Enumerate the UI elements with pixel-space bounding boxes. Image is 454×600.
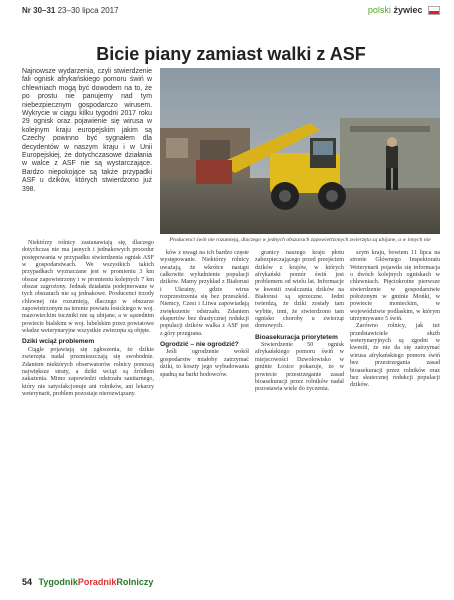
section-brand <box>368 5 440 15</box>
issue-number: Nr 30–31 <box>22 6 56 15</box>
section-name-part1: polski <box>367 5 391 15</box>
paragraph: Niektórzy rolnicy zastanawiają się, dlaczego dotychczas nie ma jasnych i jednakowych procedur postępowania w przypadku stwierdzenia ognisk ASF w gospodarstwach. We wszystkich takich przypadkach wyznaczane jest w promieniu 3 km obszar zapowietrzony i w promieniu kolejnych 7 km obszar zagrożony. Jednak działania podejmowane w tych obszarach nie są jednakowe. Producenci trzody chlewnej nie rozumieją, dlaczego w obszarze zapowietrzonym na terenie powiatu łosickiego w woj. mazowieckim tuczniki nie są ubijane, a w sąsiednim powiecie bialskim w woj. lubelskim przez powiatowe władze weterynaryjne wszystkie zwierzęta są objęte. <box>22 240 154 335</box>
section-name-part2: żywiec <box>393 5 423 15</box>
photo-caption: Producenci świń nie rozumieją, dlaczego w jednych obszarach zapowietrzonych zwierzęta są ubijane, a w innych nie <box>169 237 431 243</box>
text-column-1 <box>22 240 154 398</box>
text-column-3 <box>255 250 344 394</box>
subheading: Dziki wciąż problemem <box>22 338 95 346</box>
paragraph: Zarówno rolnicy, jak też przedstawiciele służb weterynaryjnych są zgodni w kwestii, że nie da się zatrzymać wirusa afrykańskiego pomoru świń bez przestrzegania zasad bioasekuracji przez rolników oraz bez skutecznej redukcji populacji dzików. <box>350 323 440 389</box>
polish-flag-icon <box>428 6 440 15</box>
subheading: Bioasekuracja priorytetem <box>255 333 338 341</box>
article-lead: Najnowsze wydarzenia, czyli stwierdzenie fali ognisk afrykańskiego pomoru świń w chlewniach mogą być dowodem na to, że po prostu nie panujemy nad tym niebezpiecznym gospodarczo wirusem. Wykrycie w ciągu kilku tygodni 2017 roku 29 ognisk oraz pojawienie się wirusa w kolejnym kraju europejskim jakim są Czechy powinno być sygnałem dla decydentów w naszym kraju i w Unii Europejskiej, że dotychczasowe działania w walce z ASF nie są wystarczające. Bardzo niepokojące są także przypadki ASF u dzików, których stwierdzono już 398. <box>22 68 152 193</box>
issue-date: 23–30 lipca 2017 <box>57 6 119 15</box>
article-title: Bicie piany zamiast walki z ASF <box>96 44 366 64</box>
paragraph: granicy naszego kraju płotu zabezpieczającego przed przejściem dzików z krajów, w których afrykański pomór świń jest problemem od wielu lat. Informacje w kwestii zwalczania dzików na Białorusi są sprzeczne. Jedni twierdzą, że dziki zostały tam wybite, inni, że stwierdzono tam ognisko choroby u zwierząt domowych. <box>255 250 344 330</box>
text-column-4 <box>350 250 440 390</box>
article-photo <box>160 68 440 234</box>
page-number: 54 <box>22 577 33 587</box>
page-header <box>22 6 440 20</box>
subheading: Ogrodzić – nie ogrodzić? <box>160 341 239 349</box>
paragraph: ków z uwagi na ich bardzo częste występowanie. Niektórzy rolnicy uważają, że wkrótce nastąpi całkowite wyludnienie populacji dzików. Mamy przykład z Białorusi i Ukrainy, gdzie wirus rozprzestrzenia się bez przeszkód. Niemcy, Czesi i Litwa zapowiadają zwiększenie odstrzału. Zdaniem ekspertów bez drastycznej redukcji populacji dzików walka z ASF jest z góry przegrana. <box>160 250 249 337</box>
issue-info <box>22 6 119 15</box>
paragraph: Jeśli ogrodzenie wokół gospodarstw miałoby zatrzymać dziki, to koszty jego wybudowania spadną na barki hodowców. <box>160 349 249 378</box>
paragraph: Ciągle pojawiają się zgłoszenia, że dzikie zwierzęta nadal przemieszczają się swobodnie. Zdaniem niektórych obserwatorów rolnicy ponoszą największe straty, a dziki wciąż są źródłem zakażenia. Mimo zapowiedzi odstrzału sanitarnego, który nie satysfakcjonuje ani rolników, ani lekarzy weterynarii, problem pozostaje nierozwiązany. <box>22 346 154 397</box>
magazine-name-part2: Poradnik <box>77 577 117 587</box>
paragraph: szym kraju, bowiem 11 lipca na stronie Głównego Inspektoratu Weterynarii pojawiła się informacja o dwóch kolejnych ogniskach w chlewniach. Pięciokrotne pierwsze stwierdzenie w gospodarstwie położonym w gminie Mońki, w powiecie monieckim, w województwie podlaskim, w którym utrzymywano 5 świń. <box>350 250 440 323</box>
magazine-name-part1: Tygodnik <box>38 577 78 587</box>
magazine-name-part3: Rolniczy <box>116 577 154 587</box>
paragraph: Stwierdzenie 50 ognisk afrykańskiego pomoru świń w miejscowości Dzwolowisko w gminie Łosice pokazuje, że w powiecie przestrzeganie zasad bioasekuracji przez rolników nadal pozostawia wiele do życzenia. <box>255 342 344 393</box>
page-footer <box>22 577 153 587</box>
text-column-2 <box>160 250 249 379</box>
